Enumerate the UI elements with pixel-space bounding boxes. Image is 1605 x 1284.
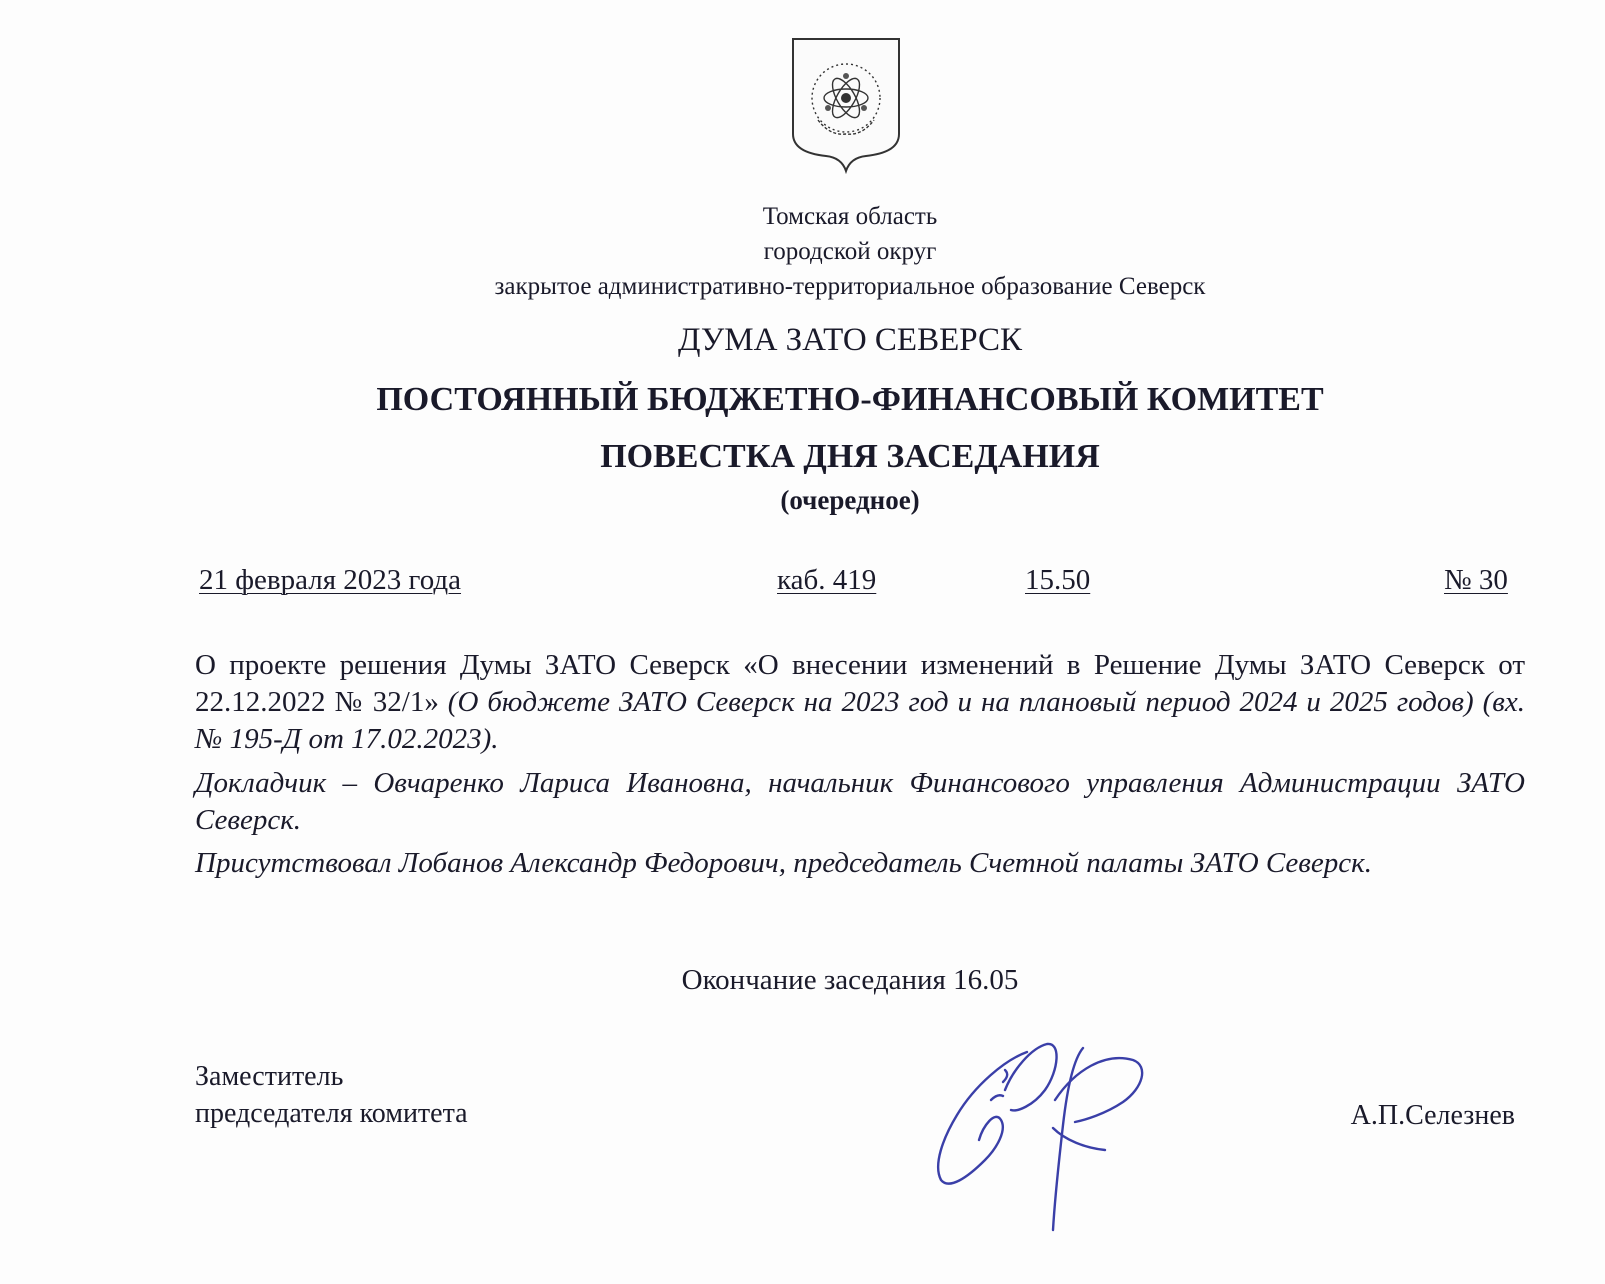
agenda-item-note: (О бюджете ЗАТО Северск на 2023 год и на плановый период 2024 и 2025 годов) (вх. № 195-Д от 17.02.2023). (195, 686, 1525, 755)
meeting-time: 15.50 (1025, 564, 1091, 596)
district-line: городской округ (763, 238, 937, 265)
agenda-subtitle: (очередное) (780, 485, 920, 515)
duma-title: ДУМА ЗАТО СЕВЕРСК (677, 322, 1023, 358)
region-line: Томская область (762, 203, 938, 230)
agenda-item (195, 647, 1525, 758)
agenda-item-text: О проекте решения Думы ЗАТО Северск «О внесении изменений в Решение Думы ЗАТО Северск от 22.12.2022 № 32/1» (195, 649, 1525, 718)
agenda-title: ПОВЕСТКА ДНЯ ЗАСЕДАНИЯ (600, 438, 1100, 475)
handwritten-signature (935, 1030, 1175, 1240)
signatory-name: А.П.Селезнев (1350, 1100, 1515, 1131)
municipality-line: закрытое административно-территориальное образование Северск (494, 273, 1206, 300)
meeting-room: каб. 419 (777, 564, 877, 596)
signatory-position (195, 1058, 468, 1132)
meeting-end: Окончание заседания 16.05 (681, 964, 1019, 996)
signatory-position-line1: Заместитель (195, 1061, 344, 1092)
speaker-line: Докладчик – Овчаренко Лариса Ивановна, начальник Финансового управления Администрации ЗАТО Северск. (195, 767, 1525, 836)
attended-line: Присутствовал Лобанов Александр Федорович, председатель Счетной палаты ЗАТО Северск. (195, 847, 1372, 879)
coat-of-arms-emblem (790, 36, 902, 174)
signatory-position-line2: председателя комитета (195, 1098, 468, 1129)
committee-title: ПОСТОЯННЫЙ БЮДЖЕТНО-ФИНАНСОВЫЙ КОМИТЕТ (376, 381, 1324, 418)
meeting-date: 21 февраля 2023 года (199, 564, 462, 596)
meeting-number: № 30 (1444, 564, 1508, 596)
